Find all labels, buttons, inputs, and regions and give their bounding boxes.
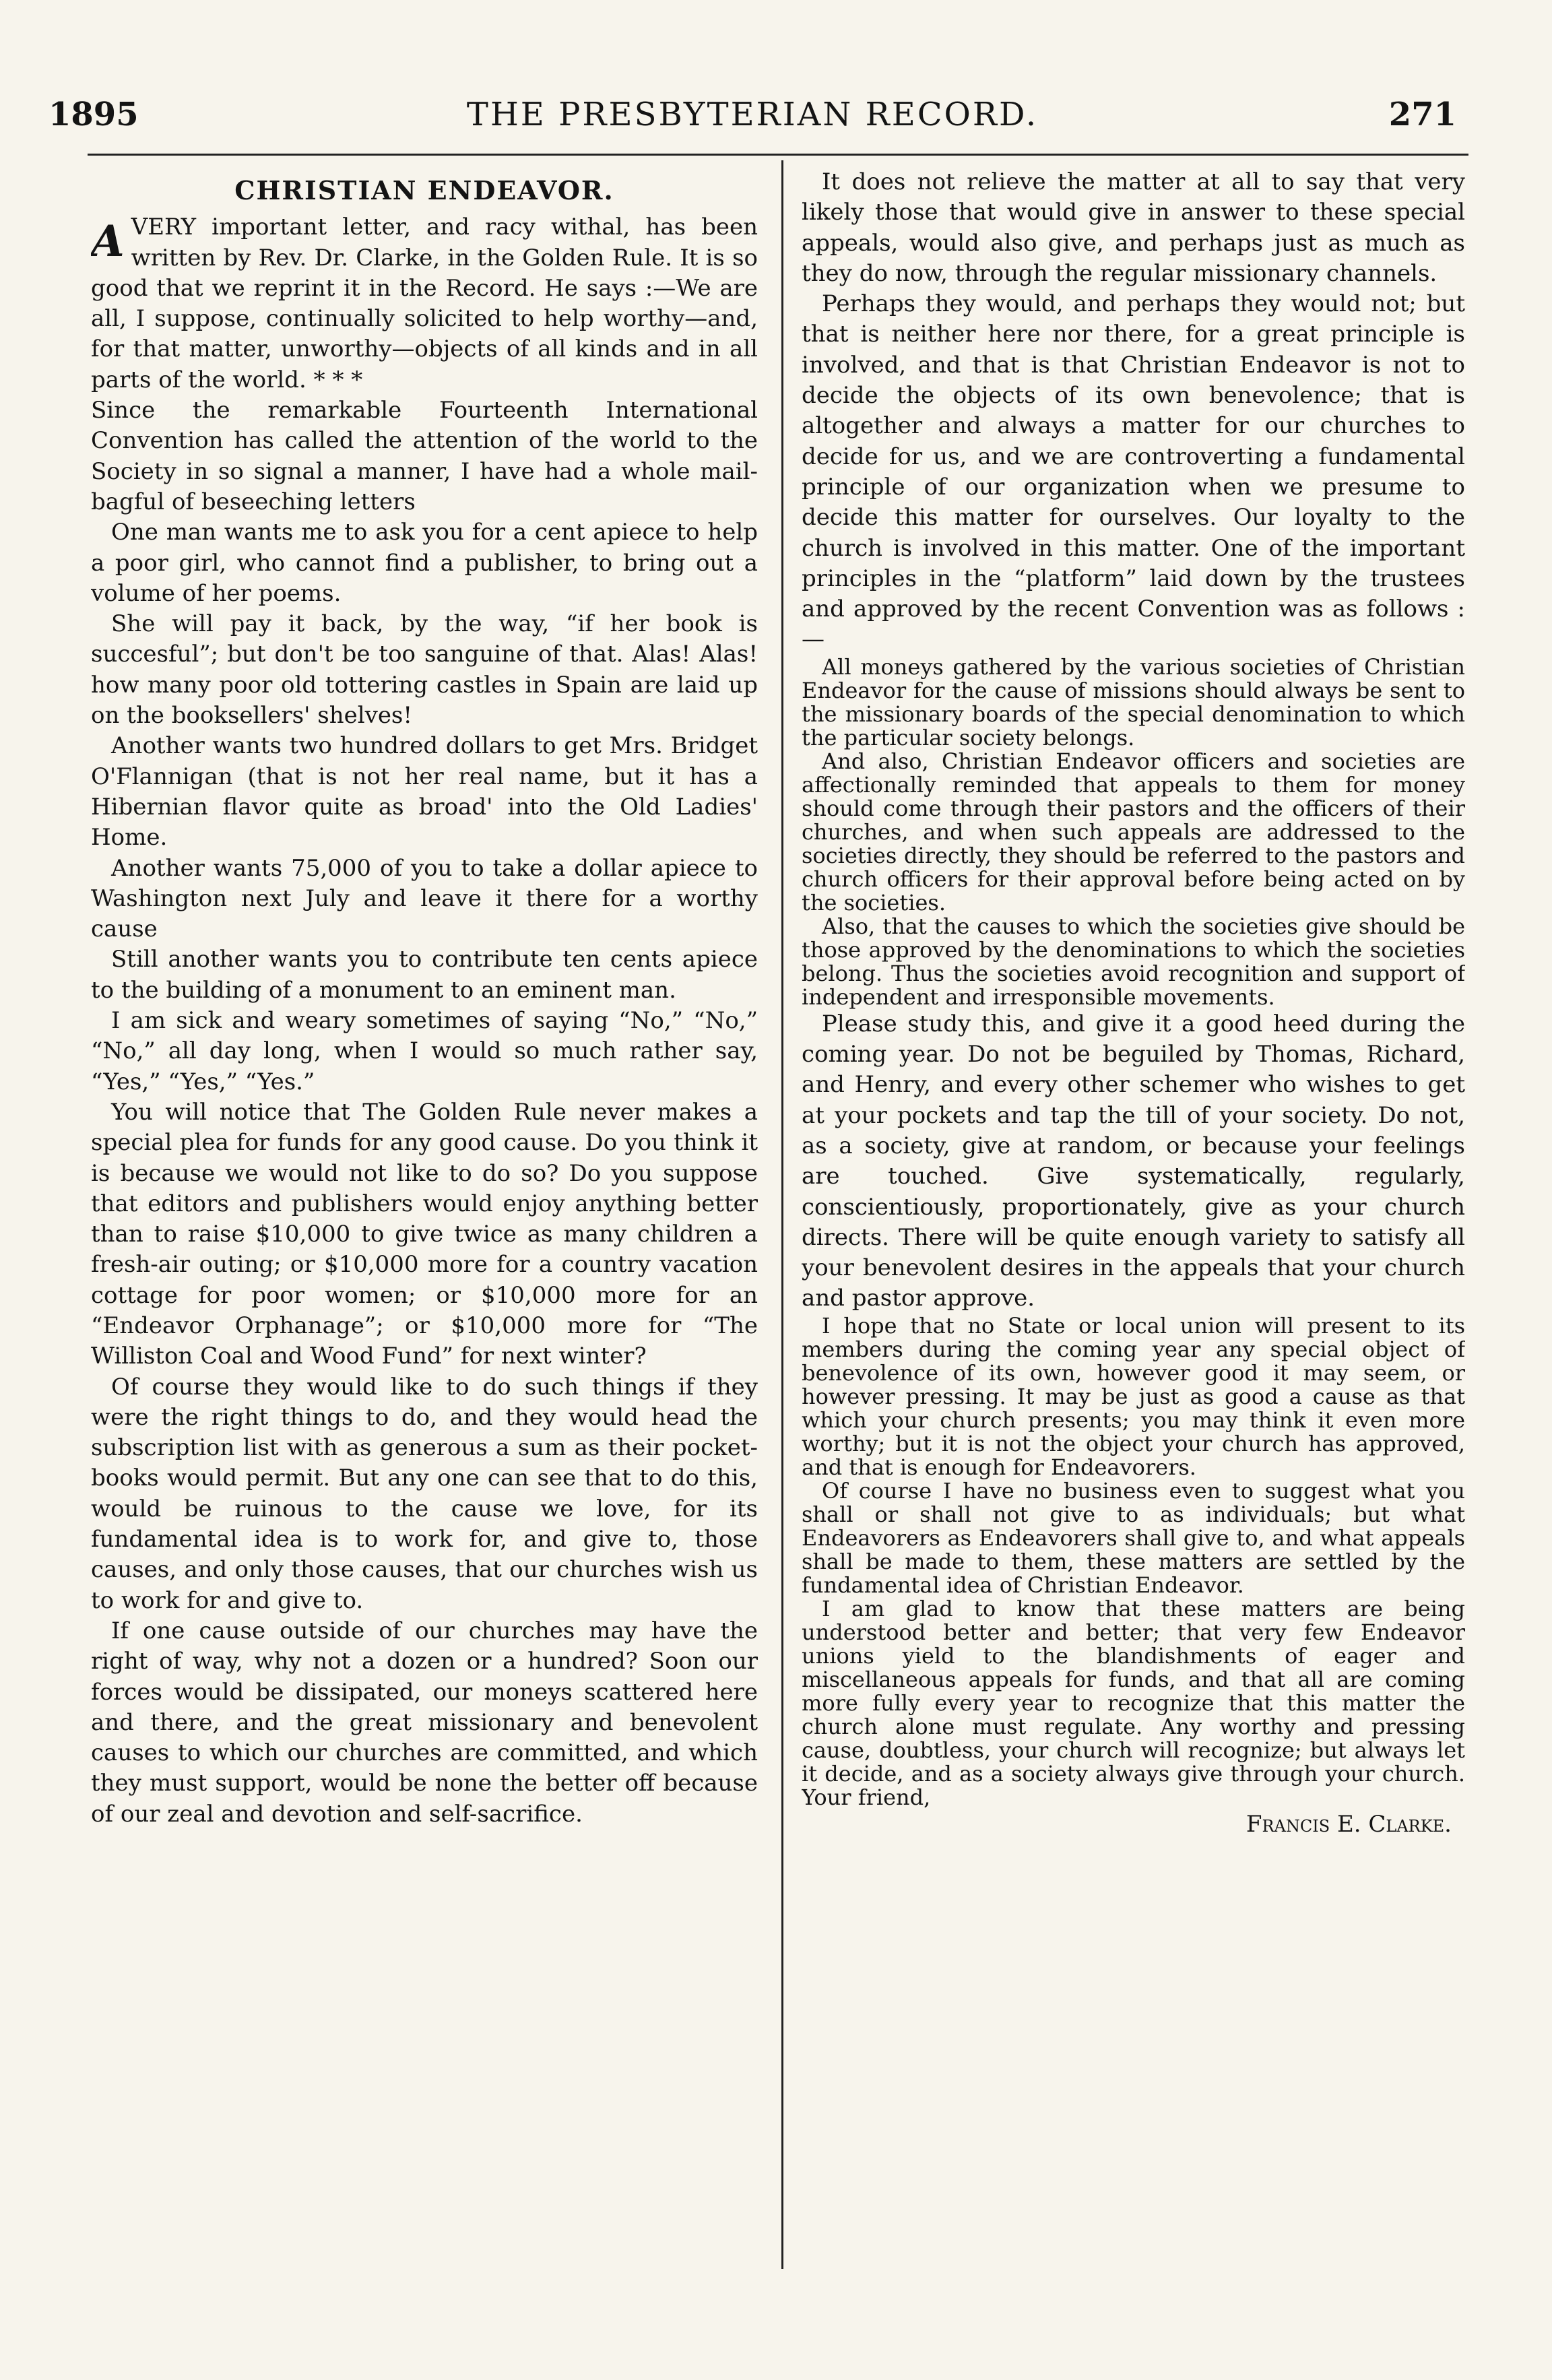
header-year: 1895 xyxy=(48,96,139,133)
article-paragraph: Please study this, and give it a good heed during the coming year. Do not be beguiled by Thomas, Richard, and Henry, and every other schemer who wishes to get at your pockets and tap the till of your society. Do not, as a society, give at random, or because your feelings are touched. Give systematically, regularly, conscientiously, proportionately, give as your church directs. There will be quite enough variety to satisfy all your benevolent desires in the appeals that your church and pastor approve. xyxy=(802,1010,1465,1312)
platform-quote: Also, that the causes to which the societies give should be those approved by the denominations to which the societies belong. Thus the societies avoid recognition and support of independent and irresponsible movements. xyxy=(802,913,1465,1010)
column-divider xyxy=(781,160,783,2269)
article-paragraph xyxy=(91,212,758,395)
right-column xyxy=(802,167,1465,2289)
author-signature: Francis E. Clarke. xyxy=(1246,1810,1452,1838)
journal-title: THE PRESBYTERIAN RECORD. xyxy=(466,96,1039,133)
article-paragraph: Of course they would like to do such things if they were the right things to do, and they would head the subscription list with as generous a sum as their pocket-books would permit. But any one can see that to do this, would be ruinous to the cause we love, for its fundamental idea is to work for, and give to, those causes, and only those causes, that our churches wish us to work for and give to. xyxy=(91,1373,758,1614)
article-paragraph-text: VERY important letter, and racy withal, has been written by Rev. Dr. Clarke, in the Golden Rule. It is so good that we reprint it in the Record. He says :—We are all, I suppose, continually solicited to help worthy—and, for that matter, unworthy—objects of all kinds and in all parts of the world. * * * xyxy=(91,214,758,393)
article-paragraph: I am sick and weary sometimes of saying “No,” “No,” “No,” all day long, when I would so much rather say, “Yes,” “Yes,” “Yes.” xyxy=(91,1007,758,1095)
page-header xyxy=(48,81,1456,135)
left-column xyxy=(91,167,758,2289)
platform-quote: And also, Christian Endeavor officers and societies are affectionally reminded that appeals to them for money should come through their pastors and the officers of their churches, and when such appeals are addressed to the societies directly, they should be referred to the pastors and church officers for their approval before being acted on by the societies. xyxy=(802,748,1465,915)
drop-cap: A xyxy=(91,216,125,267)
article-paragraph: You will notice that The Golden Rule never makes a special plea for funds for any good cause. Do you think it is because we would not like to do so? Do you suppose that editors and publishers would enjoy anything better than to raise $10,000 to give twice as many children a fresh-air outing; or $10,000 more for a country vacation cottage for poor women; or $10,000 more for an “Endeavor Orphanage”; or $10,000 more for “The Williston Coal and Wood Fund” for next winter? xyxy=(91,1098,758,1370)
closing-paragraph: I hope that no State or local union will present to its members during the coming year any special object of benevolence of its own, however good it may seem, or however pressing. It may be just as good a cause as that which your church presents; you may think it even more worthy; but it is not the object your church has approved, and that is enough for Endeavorers. xyxy=(802,1312,1465,1480)
article-paragraph: Another wants two hundred dollars to get Mrs. Bridget O'Flannigan (that is not her real name, but it has a Hibernian flavor quite as broad' into the Old Ladies' Home. xyxy=(91,732,758,851)
article-paragraph: Since the remarkable Fourteenth International Convention has called the attention of the world to the Society in so signal a manner, I have had a whole mail-bagful of beseeching letters xyxy=(91,397,758,515)
article-title: CHRISTIAN ENDEAVOR. xyxy=(234,175,614,205)
article-paragraph: Still another wants you to contribute ten cents apiece to the building of a monument to an eminent man. xyxy=(91,946,758,1004)
page-number: 271 xyxy=(1388,96,1456,133)
closing-paragraph: Of course I have no business even to suggest what you shall or shall not give to as individuals; but what Endeavorers as Endeavorers shall give to, and what appeals shall be made to them, these matters are settled by the fundamental idea of Christian Endeavor. xyxy=(802,1477,1465,1598)
article-paragraph: It does not relieve the matter at all to say that very likely those that would give in answer to these special appeals, would also give, and perhaps just as much as they do now, through the regular missionary channels. xyxy=(802,168,1465,287)
article-paragraph: Another wants 75,000 of you to take a dollar apiece to Washington next July and leave it there for a worthy cause xyxy=(91,854,758,943)
article-paragraph: One man wants me to ask you for a cent apiece to help a poor girl, who cannot find a publisher, to bring out a volume of her poems. xyxy=(91,519,758,607)
article-paragraph: Perhaps they would, and perhaps they would not; but that is neither here nor there, for a great principle is involved, and that is that Christian Endeavor is not to decide the objects of its own benevolence; that is altogether and always a matter for our churches to decide for us, and we are controverting a fundamental principle of our organization when we presume to decide this matter for ourselves. Our loyalty to the church is involved in this matter. One of the important principles in the “platform” laid down by the trustees and approved by the recent Convention was as follows :— xyxy=(802,290,1465,653)
platform-quote: All moneys gathered by the various societies of Christian Endeavor for the cause of missions should always be sent to the missionary boards of the special denomination to which the particular society belongs. xyxy=(802,653,1465,750)
header-rule xyxy=(88,154,1468,156)
article-paragraph: If one cause outside of our churches may have the right of way, why not a dozen or a hundred? Soon our forces would be dissipated, our moneys scattered here and there, and the great missionary and benevolent causes to which our churches are committed, and which they must support, would be none the better off because of our zeal and devotion and self-sacrifice. xyxy=(91,1617,758,1828)
closing-paragraph: I am glad to know that these matters are being understood better and better; that very few Endeavor unions yield to the blandishments of eager and miscellaneous appeals for funds, and that all are coming more fully every year to recognize that this matter the church alone must regulate. Any worthy and pressing cause, doubtless, your church will recognize; but always let it decide, and as a society always give through your church. Your friend, xyxy=(802,1595,1465,1810)
article-paragraph: She will pay it back, by the way, “if her book is succesful”; but don't be too sanguine of that. Alas! Alas! how many poor old tottering castles in Spain are laid up on the booksellers' shelves! xyxy=(91,610,758,730)
